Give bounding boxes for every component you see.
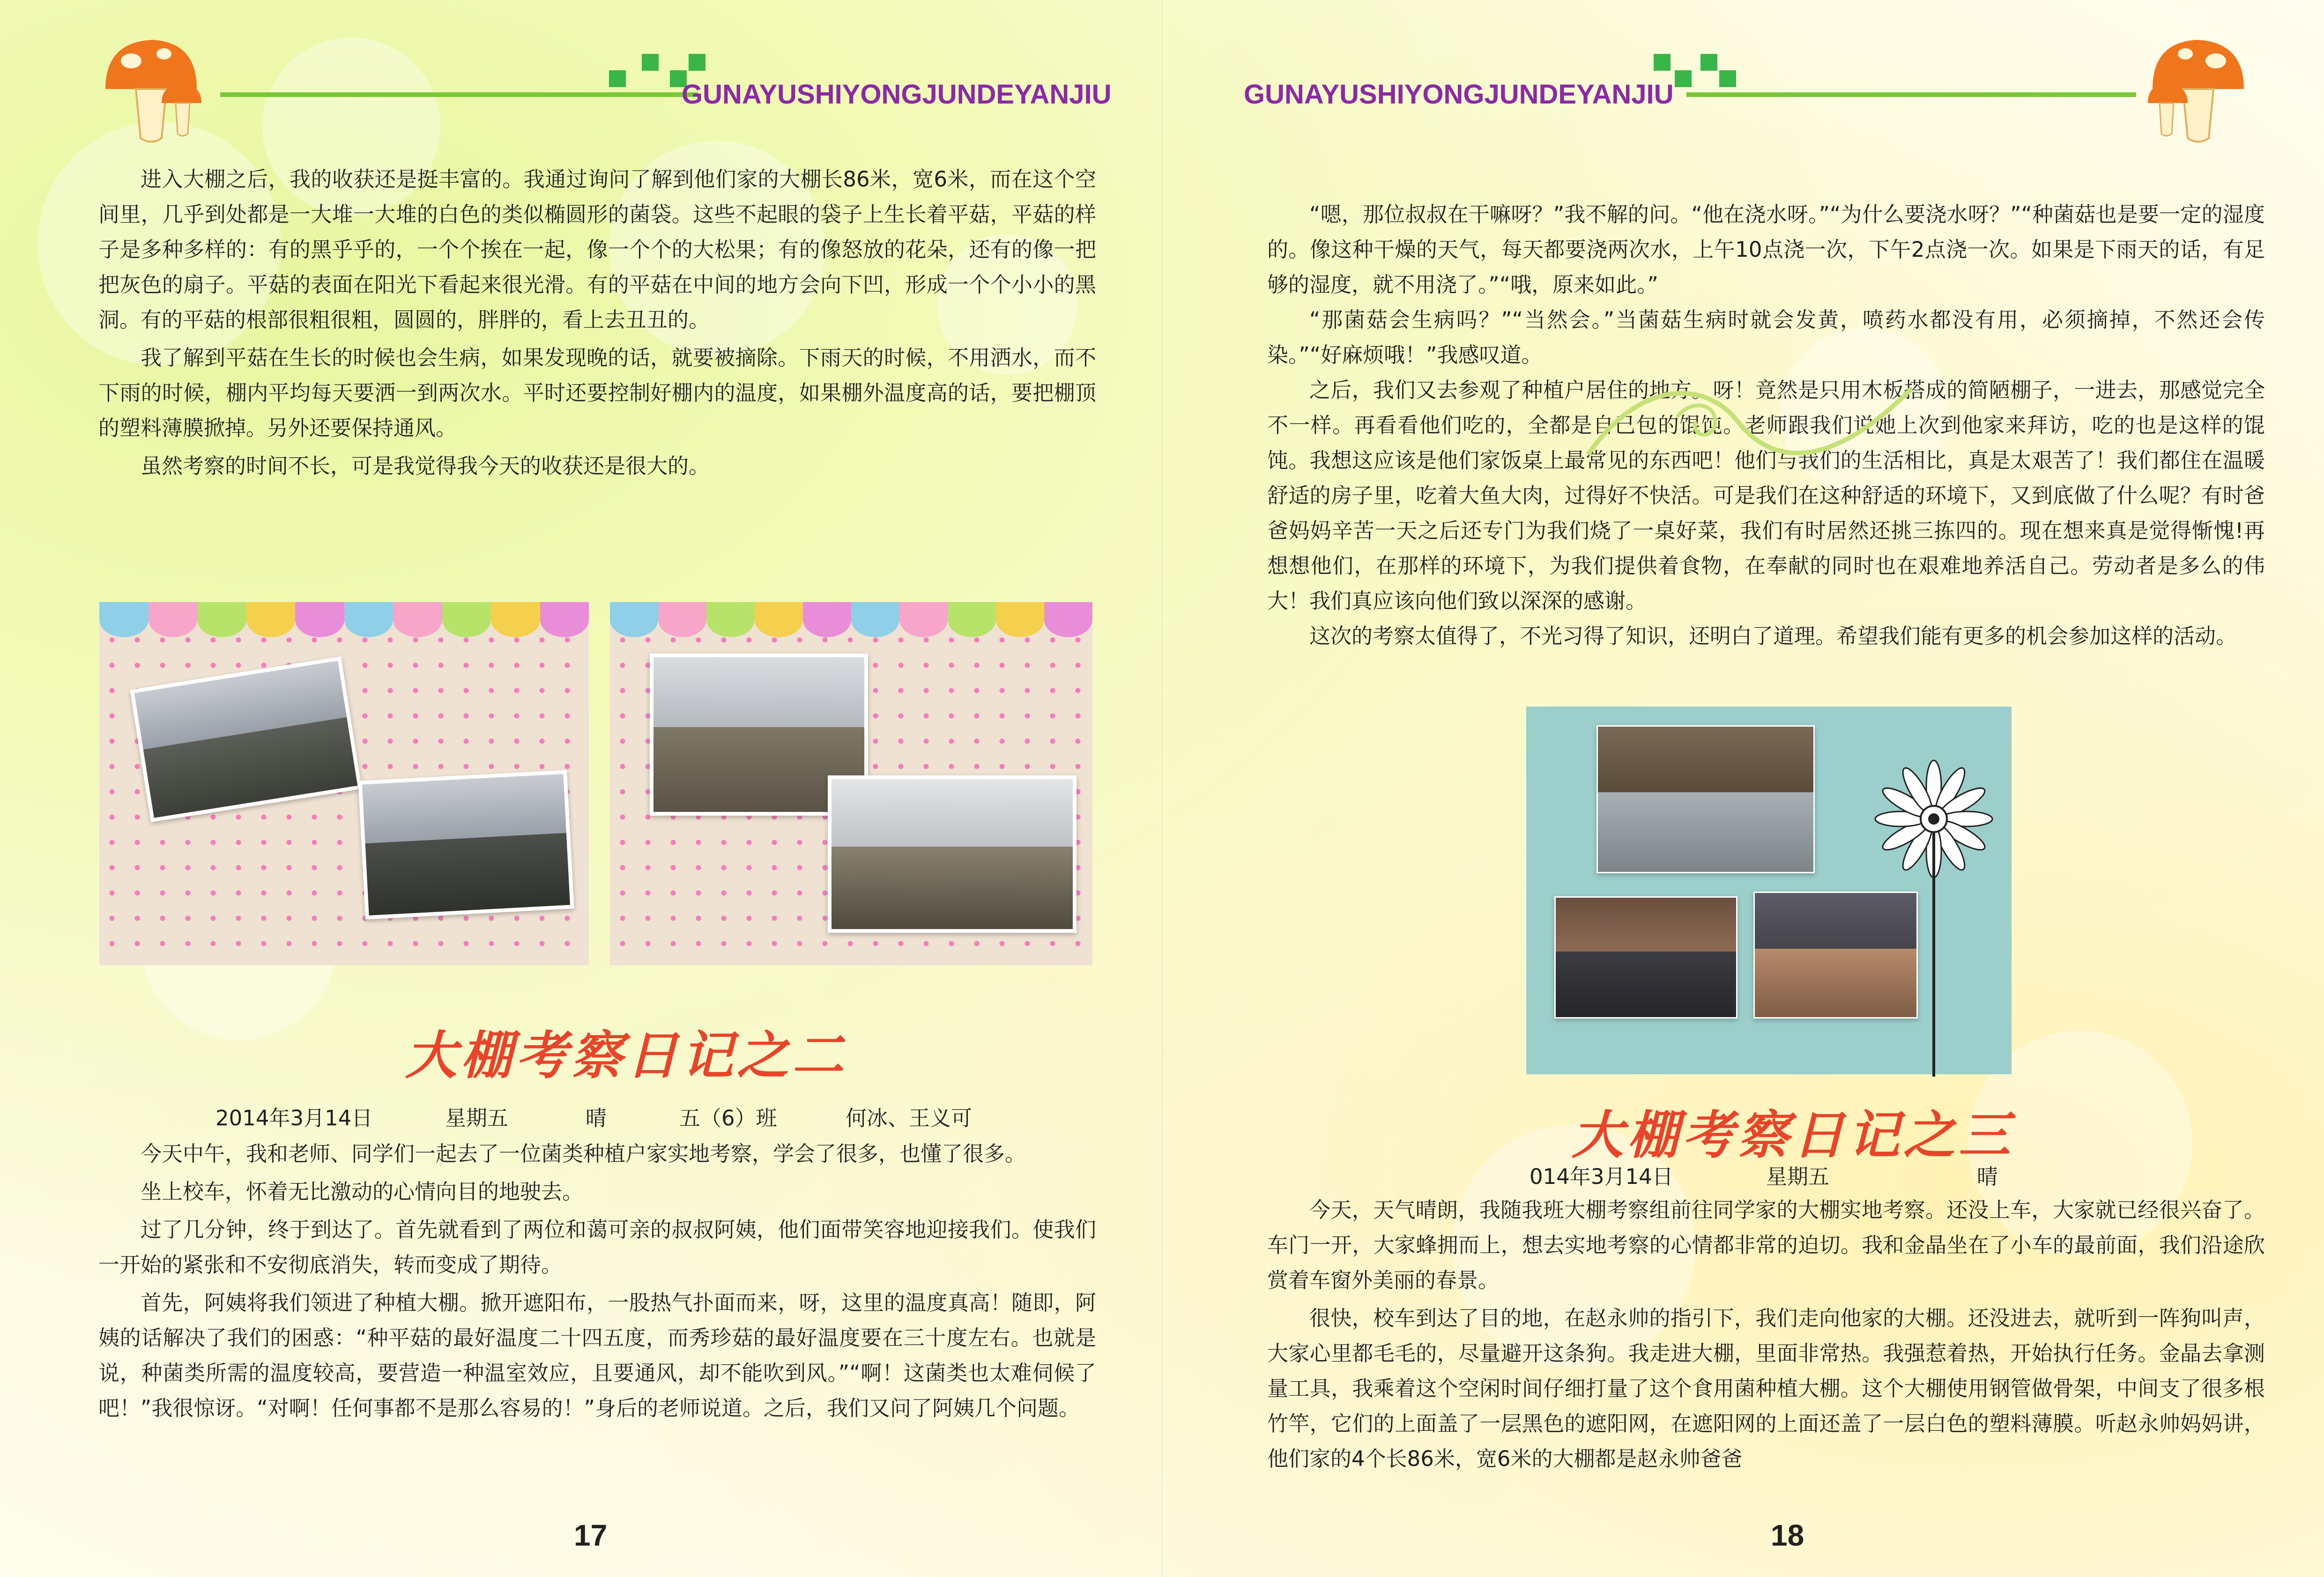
diary-2-title: 大棚考察日记之二	[405, 1025, 847, 1086]
diary-date: 014年3月14日	[1530, 1164, 1673, 1189]
daisy-icon	[1873, 758, 1995, 1083]
diary-class: 五（6）班	[679, 1106, 777, 1131]
header-site-right: GUNAYUSHIYONGJUNDEYANJIU	[1244, 79, 1674, 110]
paragraph: 我了解到平菇在生长的时候也会生病，如果发现晚的话，就要被摘除。下雨天的时候，不用洒水，而不下雨的时候，棚内平均每天要洒一到两次水。平时还要控制好棚内的温度，如果棚外温度高的话，要把棚顶的塑料薄膜掀掉。另外还要保持通风。	[98, 345, 1096, 440]
mushroom-icon	[2146, 33, 2253, 147]
diary-authors: 何冰、王义可	[846, 1106, 973, 1131]
diary-weather: 晴	[1977, 1164, 1998, 1189]
paragraph: 坐上校车，怀着无比激动的心情向目的地驶去。	[141, 1179, 584, 1204]
greenhouse-photo	[828, 775, 1077, 933]
photo-panel	[1526, 707, 2012, 1074]
header-pixel-ornament	[609, 70, 626, 87]
diary-2-body	[98, 1136, 1096, 1426]
scallop-border	[610, 602, 1092, 637]
hut-interior-photo	[1596, 725, 1815, 873]
header-pixel-ornament	[1675, 70, 1692, 87]
header-pixel-ornament	[1700, 54, 1717, 71]
header-site-left: GUNAYUSHIYONGJUNDEYANJIU	[682, 79, 1112, 110]
scallop-border	[99, 602, 589, 637]
diary-weekday: 星期五	[1766, 1164, 1830, 1189]
paragraph: 这次的考察太值得了，不光习得了知识，还明白了道理。希望我们能有更多的机会参加这样的活动。	[1309, 624, 2237, 648]
paragraph: 进入大棚之后，我的收获还是挺丰富的。我通过询问了解到他们家的大棚长86米，宽6米，而在这个空间里，几乎到处都是一大堆一大堆的白色的类似椭圆形的菌袋。这些不起眼的袋子上生长着平菇，平菇的样子是多种多样的：有的黑乎乎的，一个个挨在一起，像一个个的大松果；有的像怒放的花朵，还有的像一把把灰色的扇子。平菇的表面在阳光下看起来很光滑。有的平菇在中间的地方会向下凹，形成一个个小小的黑洞。有的平菇的根部很粗很粗，圆圆的，胖胖的，看上去丑丑的。	[98, 167, 1096, 332]
header-pixel-ornament	[1654, 54, 1671, 71]
greenhouse-photo	[358, 770, 574, 920]
paragraph: 今天，天气晴朗，我随我班大棚考察组前往同学家的大棚实地考察。还没上车，大家就已经很兴奋了。车门一开，大家蜂拥而上，想去实地考察的心情都非常的迫切。我和金晶坐在了小车的最前面，我们沿途欣赏着车窗外美丽的春景。	[1267, 1198, 2265, 1293]
paragraph: “那菌菇会生病吗？”“当然会。”当菌菇生病时就会发黄，喷药水都没有用，必须摘掉，不然还会传染。”“好麻烦哦！”我感叹道。	[1267, 307, 2265, 367]
paragraph: “嗯，那位叔叔在干嘛呀？”我不解的问。“他在浇水呀。”“为什么要浇水呀？”“种菌菇也是要一定的湿度的。像这种干燥的天气，每天都要浇两次水，上午10点浇一次，下午2点浇一次。如果是下雨天的话，有足够的湿度，就不用浇了。”“哦，原来如此。”	[1267, 202, 2265, 297]
paragraph: 过了几分钟，终于到达了。首先就看到了两位和蔼可亲的叔叔阿姨，他们面带笑容地迎接我们。使我们一开始的紧张和不安彻底消失，转而变成了期待。	[98, 1217, 1096, 1277]
hut-interior-photo	[1554, 896, 1737, 1019]
page-number-right: 18	[1771, 1518, 1804, 1552]
diary-date: 2014年3月14日	[215, 1106, 373, 1131]
left-intro-text	[98, 162, 1096, 484]
header-pixel-ornament	[1719, 70, 1736, 87]
photo-card	[99, 602, 589, 965]
header-pixel-ornament	[689, 54, 705, 71]
header-rule-left	[220, 92, 698, 97]
paragraph: 今天中午，我和老师、同学们一起去了一位菌类种植户家实地考察，学会了很多，也懂了很多。	[141, 1141, 1026, 1166]
greenhouse-photo	[130, 656, 362, 822]
header-pixel-ornament	[642, 54, 659, 71]
diary-3-title: 大棚考察日记之三	[1572, 1105, 2014, 1165]
paragraph: 之后，我们又去参观了种植户居住的地方。呀！竟然是只用木板搭成的简陋棚子，一进去，那感觉完全不一样。再看看他们吃的，全都是自己包的馄饨。老师跟我们说她上次到他家来拜访，吃的也是这样的馄饨。我想这应该是他们家饭桌上最常见的东西吧！他们与我们的生活相比，真是太艰苦了！我们都住在温暖舒适的房子里，吃着大鱼大肉，过得好不快活。可是我们在这种舒适的环境下，又到底做了什么呢？有时爸爸妈妈辛苦一天之后还专门为我们烧了一桌好菜，我们有时居然还挑三拣四的。现在想来真是觉得惭愧!再想想他们，在那样的环境下，为我们提供着食物，在奉献的同时也在艰难地养活自己。劳动者是多么的伟大！我们真应该向他们致以深深的感谢。	[1267, 378, 2265, 613]
paragraph: 虽然考察的时间不长，可是我觉得我今天的收获还是很大的。	[141, 454, 710, 478]
swirl-ornament-icon	[1583, 361, 1921, 484]
page-gutter	[1162, 0, 1163, 1577]
page-number-left: 17	[574, 1518, 608, 1552]
paragraph: 首先，阿姨将我们领进了种植大棚。掀开遮阳布，一股热气扑面而来，呀，这里的温度真高！随即，阿姨的话解决了我们的困惑：“种平菇的最好温度二十四五度，而秀珍菇的最好温度要在三十度左右。也就是说，种菌类所需的温度较高，要营造一种温室效应，且要通风，却不能吹到风。”“啊！这菌类也太难伺候了吧！”我很惊讶。“对啊！任何事都不是那么容易的！”身后的老师说道。之后，我们又问了阿姨几个问题。	[98, 1290, 1096, 1421]
paragraph: 很快，校车到达了目的地，在赵永帅的指引下，我们走向他家的大棚。还没进去，就听到一阵狗叫声，大家心里都毛毛的，尽量避开这条狗。我走进大棚，里面非常热。我强惹着热，开始执行任务。金晶去拿测量工具，我乘着这个空闲时间仔细打量了这个食用菌种植大棚。这个大棚使用钢管做骨架，中间支了很多根竹竿，它们的上面盖了一层黑色的遮阳网，在遮阳网的上面还盖了一层白色的塑料薄膜。听赵永帅妈妈讲，他们家的4个长86米，宽6米的大棚都是赵永帅爸爸	[1267, 1306, 2265, 1471]
photo-card	[610, 602, 1092, 965]
header-rule-right	[1686, 92, 2136, 97]
mushroom-icon	[96, 33, 204, 147]
diary-3-body	[1267, 1192, 2265, 1476]
diary-weekday: 星期五	[445, 1106, 509, 1131]
diary-weather: 晴	[586, 1106, 607, 1131]
